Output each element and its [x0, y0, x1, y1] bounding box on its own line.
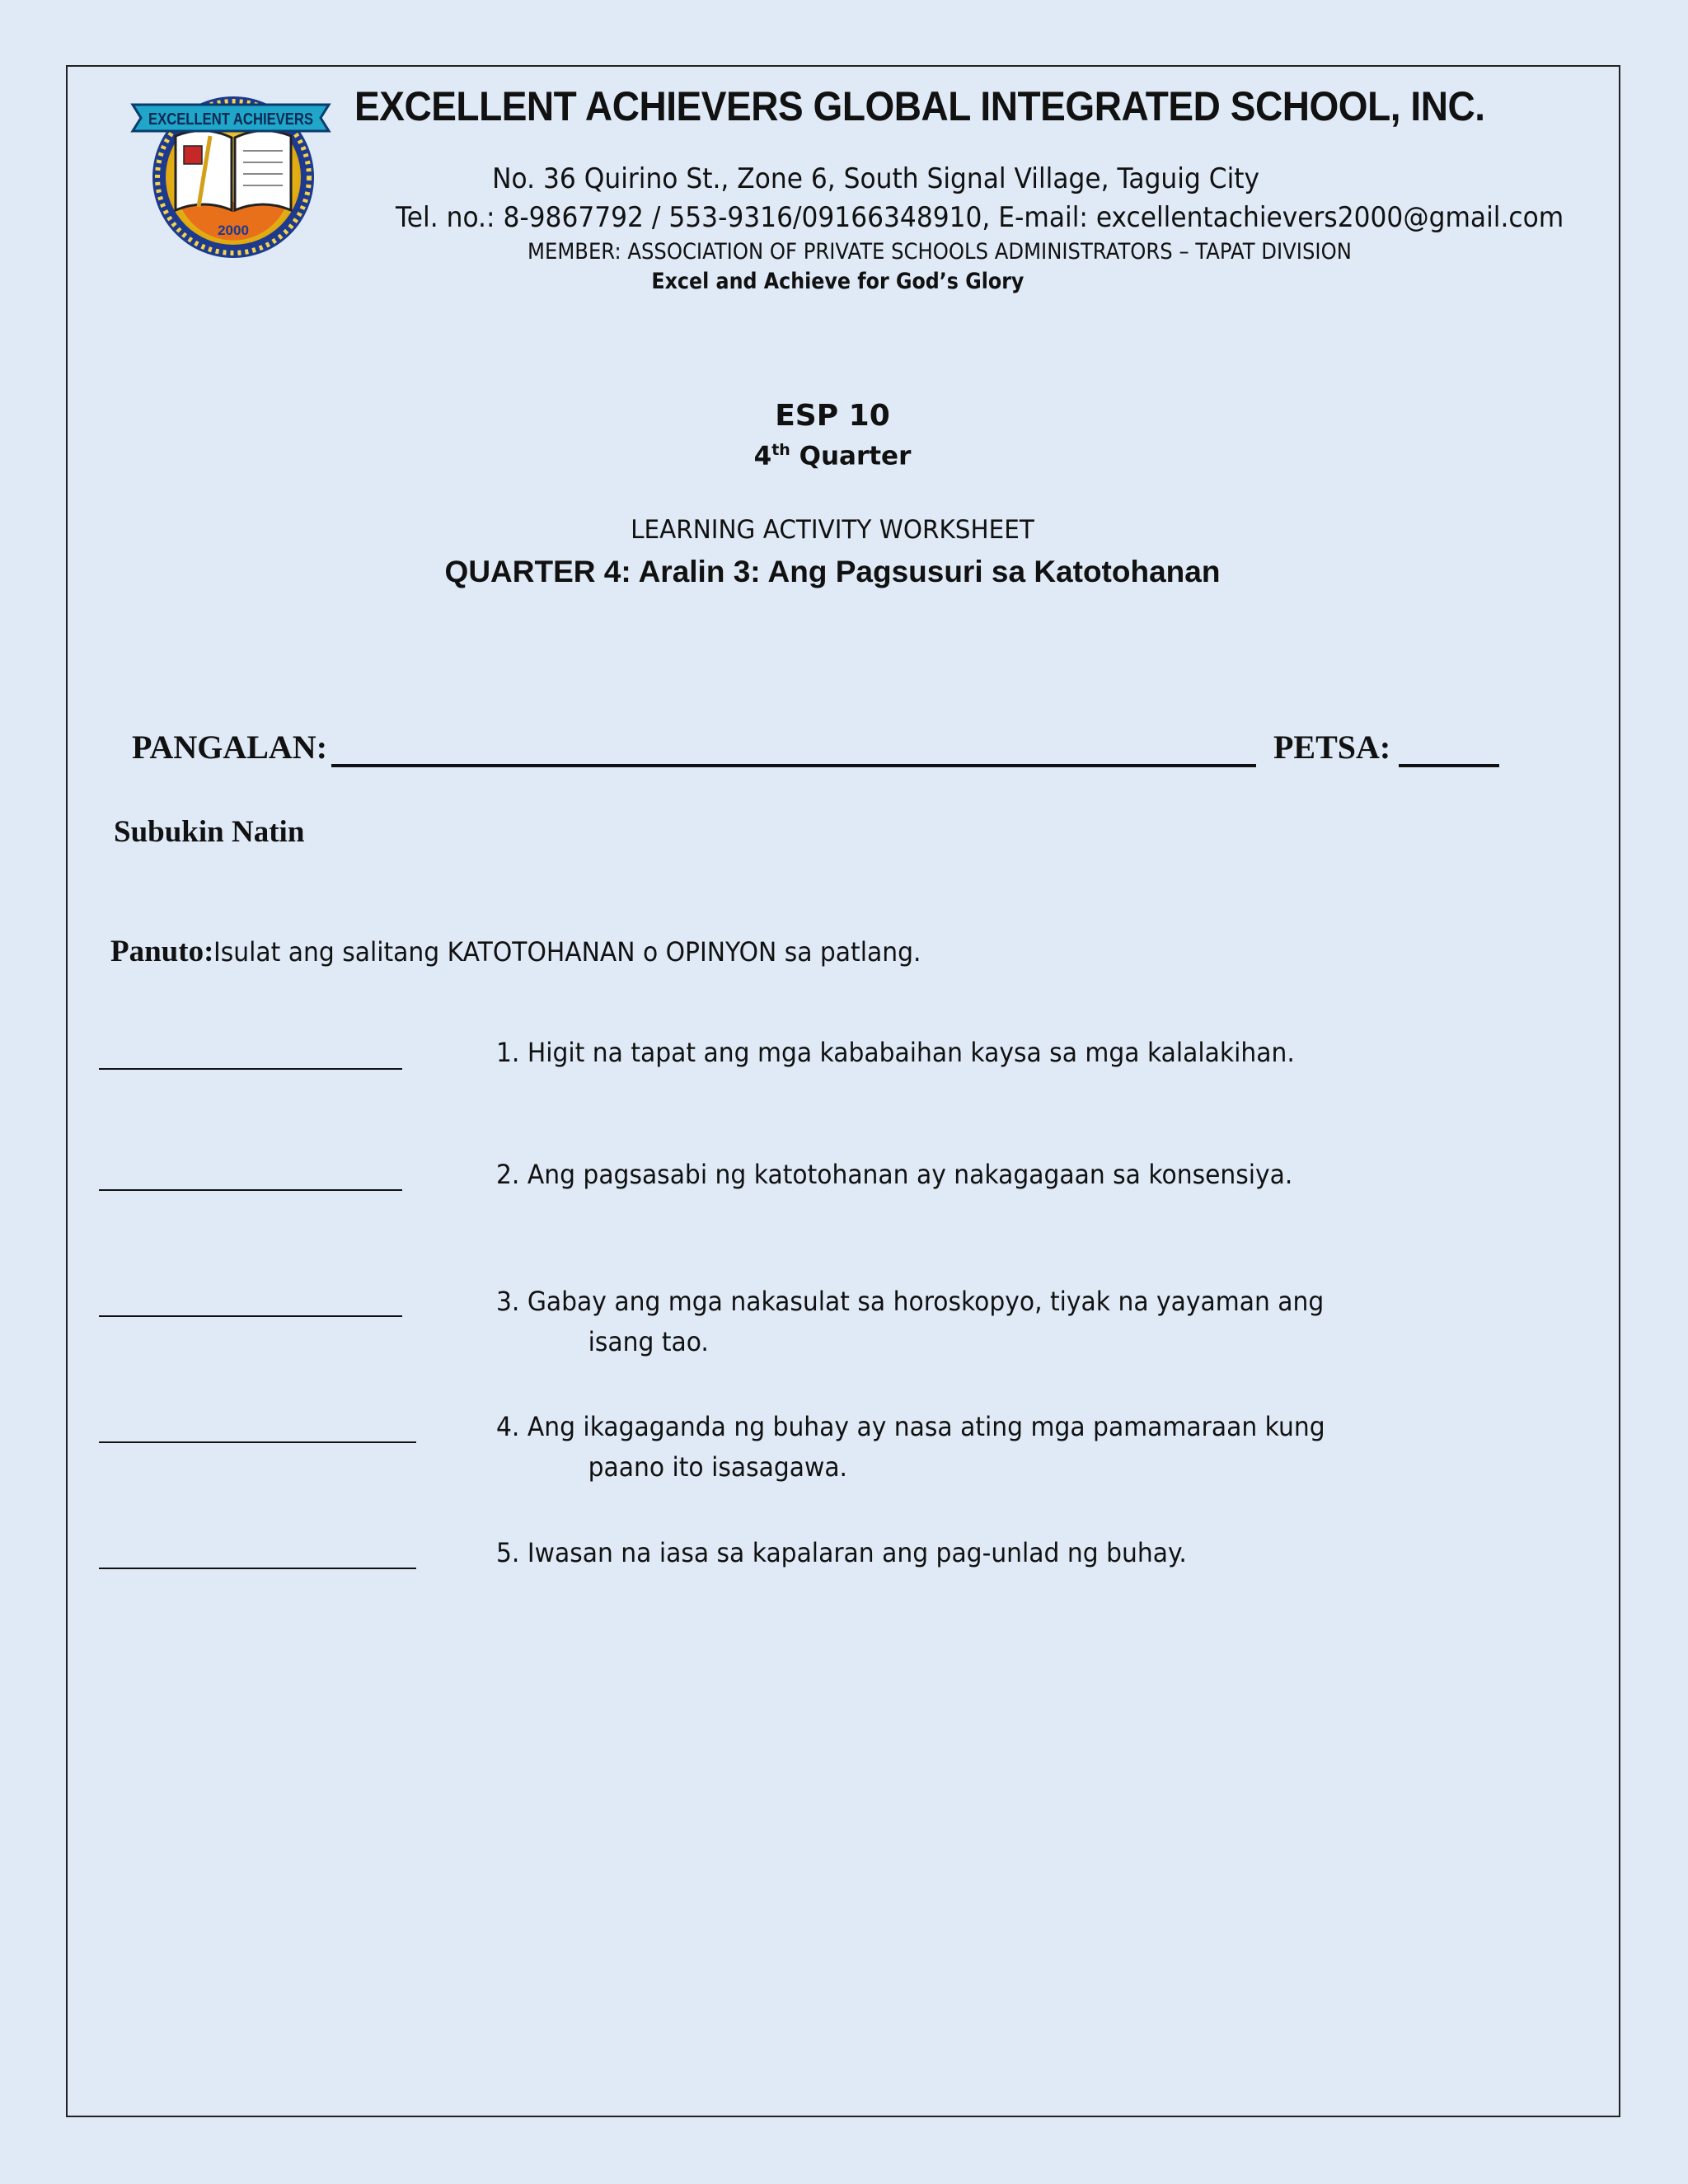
item-5 — [496, 1533, 1187, 1573]
logo-banner-text: EXCELLENT ACHIEVERS — [148, 110, 313, 129]
answer-line-3[interactable] — [99, 1315, 402, 1317]
subject-title: ESP 10 — [775, 399, 890, 433]
item-2 — [496, 1155, 1292, 1195]
item-4-text: 4. Ang ikagaganda ng buhay ay nasa ating mga pamamaraan kung — [496, 1411, 1325, 1442]
lesson-title: QUARTER 4: Aralin 3: Ang Pagsusuri sa Katotohanan — [444, 555, 1221, 588]
school-name: EXCELLENT ACHIEVERS GLOBAL INTEGRATED SCHOOL, INC. — [354, 83, 1485, 129]
quarter-word: Quarter — [799, 441, 912, 471]
quarter-suffix: th — [771, 441, 790, 459]
item-3 — [496, 1282, 1324, 1362]
item-3-continuation: isang tao. — [588, 1326, 709, 1357]
name-label: PANGALAN: — [132, 729, 328, 766]
date-field-line[interactable] — [1399, 764, 1499, 767]
item-4-continuation: paano ito isasagawa. — [588, 1451, 848, 1483]
logo-year-text: 2000 — [218, 223, 249, 238]
instructions — [110, 934, 974, 969]
item-5-text: 5. Iwasan na iasa sa kapalaran ang pag-unlad ng buhay. — [496, 1537, 1187, 1568]
name-field-line[interactable] — [331, 764, 1256, 767]
worksheet-label: LEARNING ACTIVITY WORKSHEET — [631, 515, 1034, 545]
item-1-text: 1. Higit na tapat ang mga kababaihan kaysa sa mga kalalakihan. — [496, 1037, 1295, 1068]
quarter-number: 4 — [753, 441, 772, 471]
school-address: No. 36 Quirino St., Zone 6, South Signal Village, Taguig City — [492, 162, 1260, 195]
answer-line-1[interactable] — [99, 1068, 402, 1070]
answer-line-4[interactable] — [99, 1441, 416, 1443]
instructions-lead: Panuto: — [110, 935, 214, 968]
membership-line: MEMBER: ASSOCIATION OF PRIVATE SCHOOLS ADMINISTRATORS – TAPAT DIVISION — [528, 239, 1352, 265]
answer-line-5[interactable] — [99, 1568, 416, 1569]
date-label: PETSA: — [1273, 729, 1391, 766]
page-border — [66, 65, 1620, 2117]
quarter-label — [0, 441, 1665, 471]
item-1 — [496, 1033, 1295, 1073]
item-3-text: 3. Gabay ang mga nakasulat sa horoskopyo, tiyak na yayaman ang — [496, 1286, 1325, 1317]
school-contact: Tel. no.: 8-9867792 / 553-9316/09166348910, E-mail: excellentachievers2000@gmail.com — [396, 201, 1564, 234]
instructions-text: Isulat ang salitang KATOTOHANAN o OPINYON sa patlang. — [213, 936, 921, 968]
item-2-text: 2. Ang pagsasabi ng katotohanan ay nakagagaan sa konsensiya. — [496, 1159, 1293, 1190]
item-4 — [496, 1407, 1325, 1488]
school-motto: Excel and Achieve for God’s Glory — [651, 269, 1025, 294]
answer-line-2[interactable] — [99, 1189, 402, 1191]
section-title: Subukin Natin — [114, 815, 305, 849]
